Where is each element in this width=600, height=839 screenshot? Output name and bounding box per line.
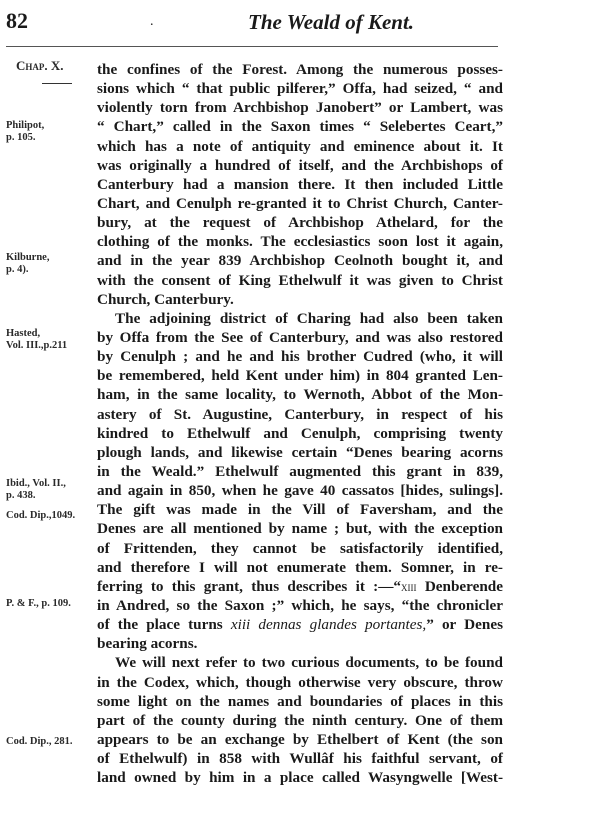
- margin-note-chapter: Chap. X.: [16, 58, 64, 73]
- running-title: The Weald of Kent.: [248, 10, 415, 34]
- text-line: was originally a hundred of itself, and the Archbishops of: [97, 156, 503, 174]
- text-fragment: Denberende: [416, 577, 503, 595]
- text-line: clothing of the monks. The ecclesiastics soon lost it again,: [97, 233, 503, 251]
- text-line: kindred to Ethelwulf and Cenulph, comprising twenty: [97, 424, 503, 442]
- header-dot: .: [150, 14, 154, 29]
- chapter-underline: [42, 83, 72, 84]
- text-line: We will next refer to two curious documents, to be found: [115, 654, 503, 672]
- margin-note-hasted: Hasted, Vol. III.,p.211: [6, 328, 68, 351]
- text-line: astery of St. Augustine, Canterbury, in respect of his: [97, 405, 503, 423]
- text-line: in the Weald.” Ethelwulf augmented this grant in 839,: [97, 462, 503, 480]
- body-text: [97, 60, 503, 787]
- text-line: by Offa from the See of Canterbury, and was also restored: [97, 328, 503, 346]
- text-line: ham, in the same locality, to Wernoth, Abbot of the Mon-: [97, 386, 503, 404]
- text-line: bury, at the request of Archbishop Athelard, for the: [97, 214, 503, 232]
- header-rule: [6, 46, 498, 47]
- text-line: Church, Canterbury.: [97, 290, 234, 308]
- text-line: land owned by him in a place called Wasyngwelle [West-: [97, 769, 503, 787]
- text-line: be remembered, held Kent under him) in 804 granted Len-: [97, 367, 503, 385]
- text-line: Chart, and Cenulph re-granted it to Christ Church, Canter-: [97, 194, 503, 212]
- text-line: The gift was made in the Vill of Faversham, and the: [97, 501, 503, 519]
- text-line: with the consent of King Ethelwulf it was given to Christ: [97, 271, 503, 289]
- text-line: The adjoining district of Charing had also been taken: [115, 309, 503, 327]
- latin-phrase: xiii dennas glandes portantes,: [230, 616, 427, 634]
- page-number: 82: [6, 8, 28, 33]
- text-line: appears to be an exchange by Ethelbert of Kent (the son: [97, 730, 503, 748]
- margin-note-cod-dip-281: Cod. Dip., 281.: [6, 736, 73, 747]
- margin-note-philipot: Philipot, p. 105.: [6, 120, 45, 143]
- text-line: “ Chart,” called in the Saxon times “ Selebertes Ceart,”: [97, 118, 503, 136]
- margin-note-cod-dip-1049: Cod. Dip.,1049.: [6, 510, 76, 521]
- text-line: in the Codex, which, though otherwise very obscure, throw: [97, 673, 503, 691]
- text-line: plough lands, and likewise certain “Denes bearing acorns: [97, 443, 503, 461]
- text-line: and again in 850, when he gave 40 cassatos [hides, sulings].: [97, 482, 503, 500]
- text-line: Denes are all mentioned by name ; but, with the exception: [97, 520, 503, 538]
- text-line: and in the year 839 Archbishop Ceolnoth bought it, and: [97, 252, 503, 270]
- roman-numeral: xiii: [401, 578, 417, 594]
- text-line: violently torn from Archbishop Janobert” or Lambert, was: [97, 99, 503, 117]
- text-line-latin: [97, 615, 503, 634]
- text-fragment: of the place turns: [97, 616, 231, 634]
- margin-note-kilburne: Kilburne, p. 4).: [6, 252, 50, 275]
- text-line: by Cenulph ; and he and his brother Cudred (who, it will: [97, 348, 503, 366]
- text-line: and therefore I will not enumerate them. Somner, in re-: [97, 558, 503, 576]
- text-line: Canterbury had a mansion there. It then included Little: [97, 175, 503, 193]
- text-line: of Frittenden, they cannot be satisfactorily identified,: [97, 539, 503, 557]
- text-line: in Andred, so the Saxon ;” which, he says, “the chronicler: [97, 596, 503, 614]
- text-line: which has a note of antiquity and eminence about it. It: [97, 137, 503, 155]
- text-line: sions which “ that public pilferer,” Offa, had seized, “ and: [97, 80, 503, 98]
- text-line: of Ethelwulf) in 858 with Wullâf his faithful servant, of: [97, 750, 503, 768]
- text-fragment: ” or Denes: [426, 616, 503, 634]
- text-fragment: ferring to this grant, thus describes it :—“: [97, 577, 402, 595]
- text-line: some light on the names and boundaries of places in this: [97, 692, 503, 710]
- page-header: [6, 8, 506, 42]
- margin-note-ibid: Ibid., Vol. II., p. 438.: [6, 478, 66, 501]
- text-line: bearing acorns.: [97, 635, 198, 653]
- text-line: part of the county during the ninth century. One of them: [97, 711, 503, 729]
- text-line-somner: [97, 577, 503, 596]
- text-line: the confines of the Forest. Among the numerous posses-: [97, 61, 503, 78]
- margin-note-p-and-f: P. & F., p. 109.: [6, 598, 71, 609]
